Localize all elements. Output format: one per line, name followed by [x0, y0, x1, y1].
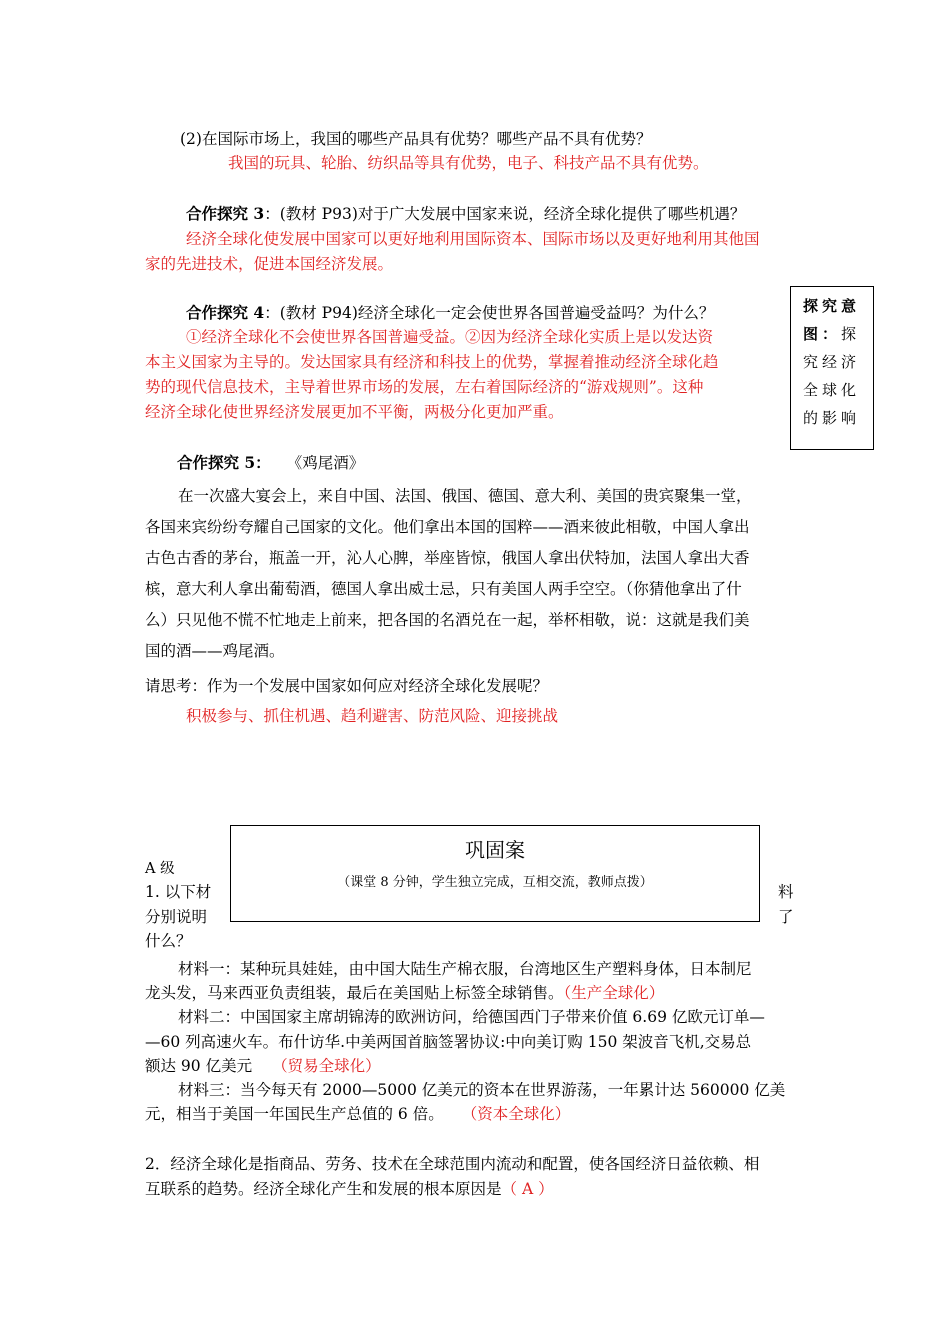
story-line-1: 在一次盛大宴会上，来自中国、法国、俄国、德国、意大利、美国的贵宾聚集一堂， [178, 487, 752, 505]
answer-2: 我国的玩具、轮胎、纺织品等具有优势，电子、科技产品不具有优势。 [228, 154, 709, 172]
consolidation-title: 巩固案 [465, 838, 525, 862]
coop-4-answer-line4: 经济全球化使世界经济发展更加不平衡，两极分化更加严重。 [145, 403, 564, 421]
consolidation-subtitle: （课堂 8 分钟，学生独立完成，互相交流，教师点拨） [337, 875, 653, 890]
q2b-line2 [145, 1176, 554, 1202]
coop-3-label: 合作探究 3 [186, 204, 265, 223]
material-2-line2: —60 列高速火车。布什访华.中美两国首脑签署协议:中向美订购 150 架波音飞机,交易总 [145, 1033, 752, 1051]
coop-3-text: ：(教材 P93)对于广大发展中国家来说，经济全球化提供了哪些机遇？ [264, 205, 746, 223]
material-1-line2 [145, 980, 664, 1006]
coop-4-answer-line1: ①经济全球化不会使世界各国普遍受益。②因为经济全球化实质上是以发达资 [186, 328, 714, 346]
coop-4-answer-line2: 本主义国家为主导的。发达国家具有经济和科技上的优势，掌握着推动经济全球化趋 [145, 353, 719, 371]
story-line-2: 各国来宾纷纷夸耀自己国家的文化。他们拿出本国的国粹——酒来彼此相敬，中国人拿出 [145, 518, 750, 536]
story-line-5: 么）只见他不慌不忙地走上前来，把各国的名酒兑在一起，举杯相敬，说：这就是我们美 [145, 611, 750, 629]
story-line-6: 国的酒——鸡尾酒。 [145, 642, 285, 660]
coop-4-answer-line3: 势的现代信息技术，主导着世界市场的发展，左右着国际经济的“游戏规则”。这种 [145, 378, 704, 396]
consolidation-box [230, 825, 760, 922]
inquiry-intent-body: 探究经济全球化的影响 [803, 325, 861, 427]
inquiry-intent-heading: 探究意图： [803, 297, 861, 343]
level-label: A 级 [145, 861, 175, 877]
coop-5-heading [177, 450, 364, 476]
coop-3-question [186, 201, 745, 227]
coop-5-label: 合作探究 5： [177, 453, 271, 472]
think-prompt: 请思考：作为一个发展中国家如何应对经济全球化发展呢？ [145, 677, 549, 695]
coop-4-question [186, 300, 714, 326]
coop-5-title: 《鸡尾酒》 [286, 454, 365, 472]
think-answer: 积极参与、抓住机遇、趋利避害、防范风险、迎接挑战 [186, 707, 559, 725]
material-1-line1: 材料一：某种玩具娃娃，由中国大陆生产棉衣服，台湾地区生产塑料身体，日本制尼 [178, 960, 752, 978]
material-2-line3 [145, 1053, 381, 1079]
q1-line2: 分别说明 [145, 908, 208, 926]
coop-4-text: ：(教材 P94)经济全球化一定会使世界各国普遍受益吗？为什么？ [264, 304, 715, 322]
question-2: (2)在国际市场上，我国的哪些产品具有优势？哪些产品不具有优势？ [180, 130, 652, 148]
material-3-line1: 材料三：当今每天有 2000—5000 亿美元的资本在世界游荡，一年累计达 560000 亿美 [178, 1081, 786, 1099]
material-1-text: 龙头发，马来西亚负责组装，最后在美国贴上标签全球销售。 [145, 984, 564, 1002]
q1-line3: 什么？ [145, 932, 192, 950]
q1-right2: 了 [778, 908, 794, 926]
coop-3-answer-line1: 经济全球化使发展中国家可以更好地利用国际资本、国际市场以及更好地利用其他国 [186, 230, 760, 248]
material-2-text: 额达 90 亿美元 [145, 1057, 253, 1075]
q1-right1: 料 [778, 883, 794, 901]
material-3-answer: （资本全球化） [461, 1105, 571, 1123]
coop-4-label: 合作探究 4 [186, 303, 265, 322]
material-3-text: 元，相当于美国一年国民生产总值的 6 倍。 [145, 1105, 444, 1123]
material-2-line1: 材料二：中国国家主席胡锦涛的欧洲访问，给德国西门子带来价值 6.69 亿欧元订单— [178, 1008, 765, 1026]
q2b-line1: 2．经济全球化是指商品、劳务、技术在全球范围内流动和配置，使各国经济日益依赖、相 [145, 1155, 760, 1173]
inquiry-intent-box [790, 286, 874, 450]
coop-3-answer-line2: 家的先进技术，促进本国经济发展。 [145, 255, 394, 273]
material-1-answer: （生产全球化） [563, 984, 665, 1002]
story-line-3: 古色古香的茅台，瓶盖一开，沁人心脾，举座皆惊，俄国人拿出伏特加，法国人拿出大香 [145, 549, 750, 567]
material-2-answer: （贸易全球化） [272, 1057, 381, 1075]
q2b-text: 互联系的趋势。经济全球化产生和发展的根本原因是 [145, 1180, 502, 1198]
story-line-4: 槟，意大利人拿出葡萄酒，德国人拿出威士忌，只有美国人两手空空。（你猜他拿出了什 [145, 580, 742, 598]
q1-line1: 1. 以下材 [145, 883, 212, 901]
material-3-line2 [145, 1101, 570, 1127]
q2b-answer: （ A ） [501, 1180, 554, 1198]
